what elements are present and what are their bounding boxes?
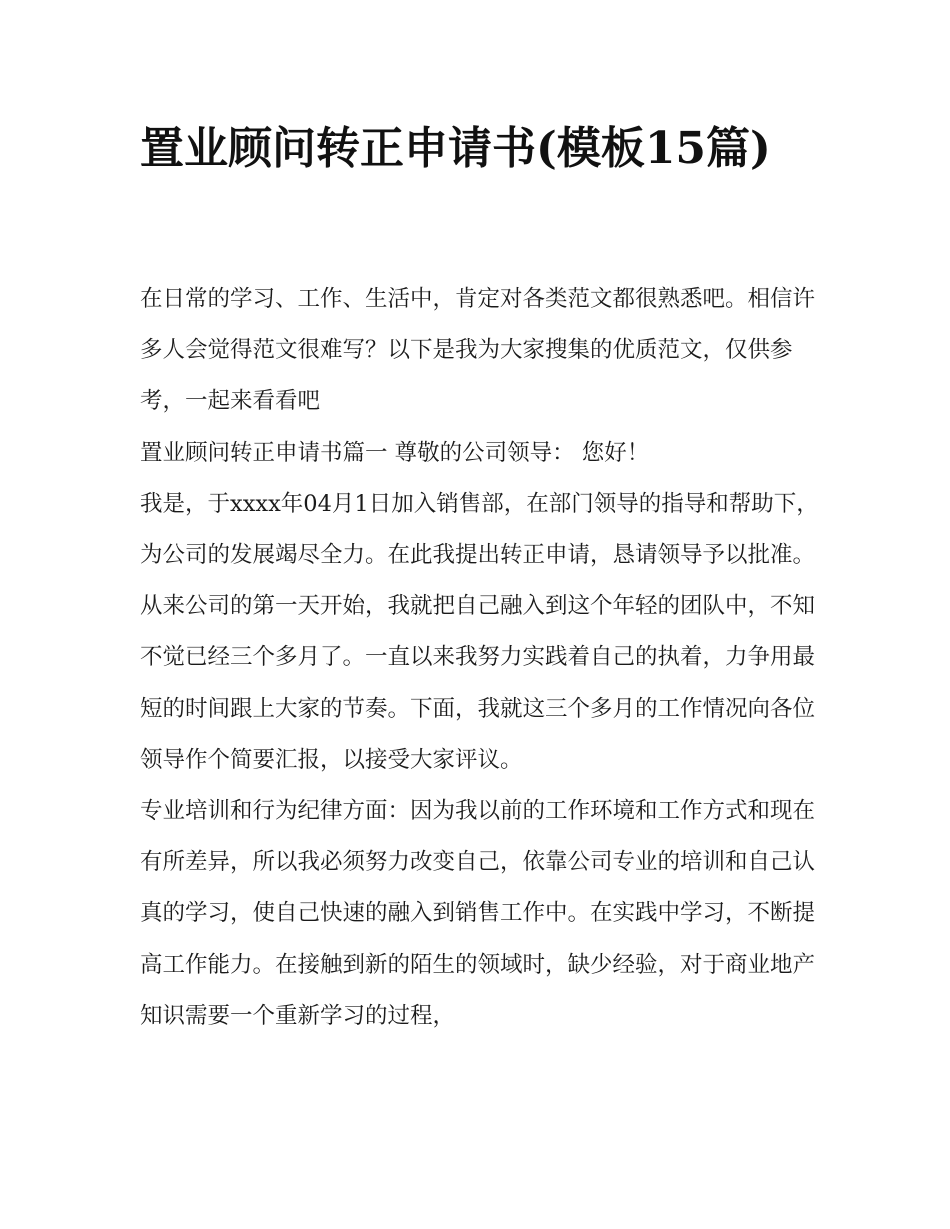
paragraph-training-discipline: 专业培训和行为纪律方面：因为我以前的工作环境和工作方式和现在有所差异，所以我必须努力改变自己，依靠公司专业的培训和自己认真的学习，使自己快速的融入到销售工作中。在实践中学习，不断提高工作能力。在接触到新的陌生的领域时，缺少经验，对于商业地产知识需要一个重新学习的过程， bbox=[140, 798, 816, 1029]
paragraph-salutation: 置业顾问转正申请书篇一 尊敬的公司领导： 您好！ bbox=[140, 439, 650, 466]
paragraph-intro: 在日常的学习、工作、生活中，肯定对各类范文都很熟悉吧。相信许多人会觉得范文很难写？以下是我为大家搜集的优质范文，仅供参考，一起来看看吧 bbox=[140, 286, 816, 415]
paragraph-self-introduction: 我是，于xxxx年04月1日加入销售部，在部门领导的指导和帮助下，为公司的发展竭尽全力。在此我提出转正申请，恳请领导予以批准。 bbox=[140, 490, 819, 569]
document-body bbox=[140, 274, 830, 1042]
paragraph-work-summary: 从来公司的第一天开始，我就把自己融入到这个年轻的团队中，不知不觉已经三个多月了。一直以来我努力实践着自己的执着，力争用最短的时间跟上大家的节奏。下面，我就这三个多月的工作情况向各位领导作个简要汇报，以接受大家评议。 bbox=[140, 593, 816, 773]
document-title: 置业顾问转正申请书(模板15篇) bbox=[140, 123, 771, 174]
